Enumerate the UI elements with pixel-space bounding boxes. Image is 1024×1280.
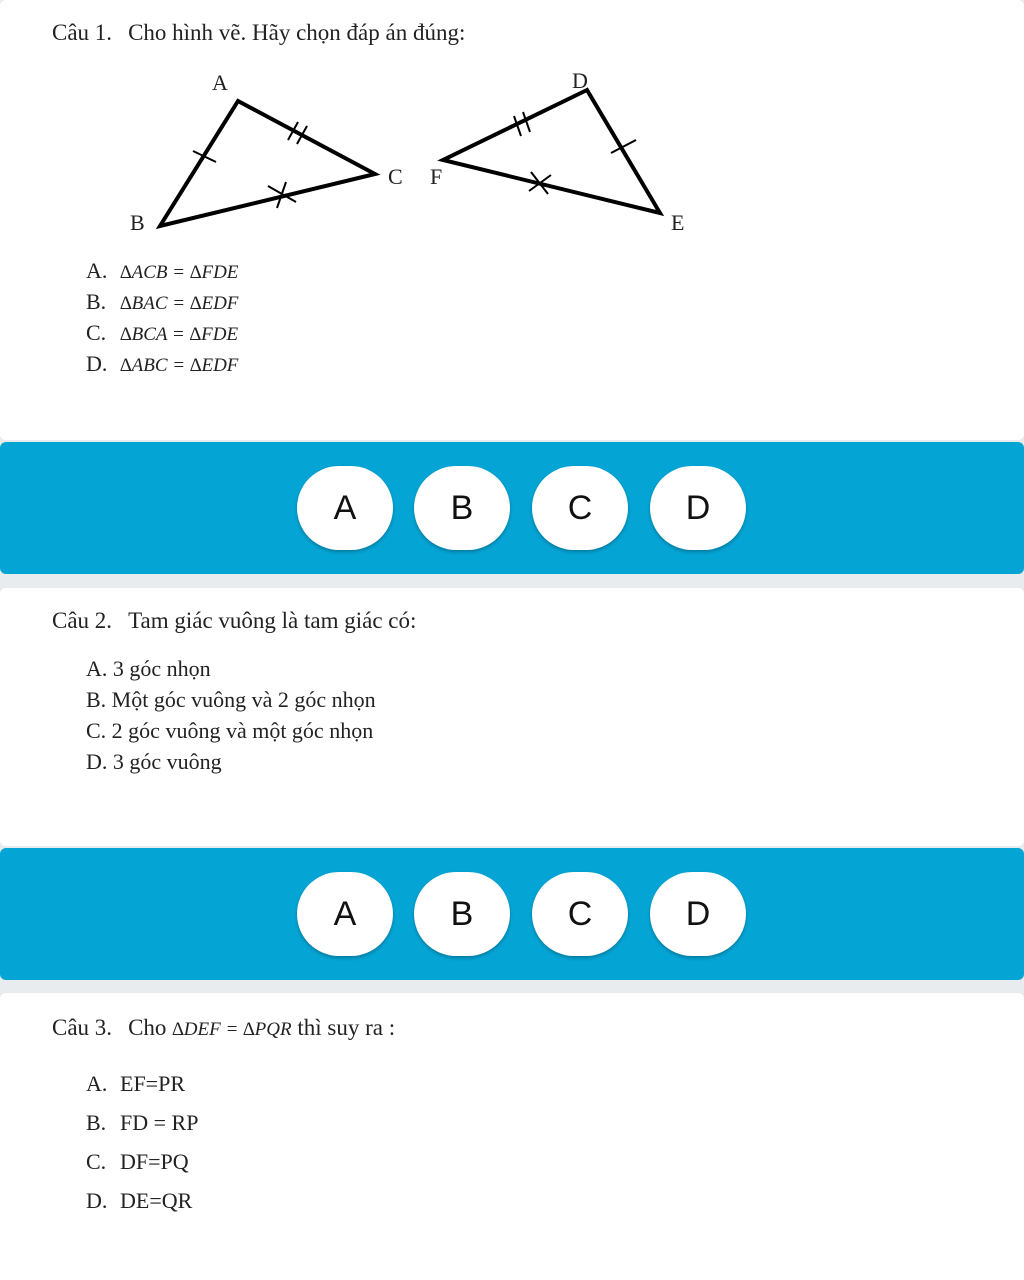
label-a: A bbox=[212, 70, 228, 95]
q1-answer-d-button[interactable]: D bbox=[650, 466, 746, 550]
question-1-title bbox=[52, 20, 465, 46]
triangle-def bbox=[443, 90, 660, 213]
q1-option-a: A. ∆ACB = ∆FDE bbox=[86, 258, 239, 283]
answer-bar-2 bbox=[0, 848, 1024, 980]
q1-answer-a-button[interactable]: A bbox=[297, 466, 393, 550]
question-2-prompt: Tam giác vuông là tam giác có: bbox=[128, 608, 417, 633]
answer-bar-1 bbox=[0, 442, 1024, 574]
label-c: C bbox=[388, 164, 403, 189]
question-3-number: Câu 3. bbox=[52, 1015, 113, 1040]
q2-option-a: A. 3 góc nhọn bbox=[86, 656, 211, 681]
question-1-options bbox=[86, 258, 238, 382]
question-2-number: Câu 2. bbox=[52, 608, 113, 633]
q3-option-b: B. FD = RP bbox=[86, 1110, 199, 1135]
question-1-number: Câu 1. bbox=[52, 20, 113, 45]
q2-option-c: C. 2 góc vuông và một góc nhọn bbox=[86, 718, 374, 743]
q2-answer-c-button[interactable]: C bbox=[532, 872, 628, 956]
q2-answer-d-button[interactable]: D bbox=[650, 872, 746, 956]
q1-option-d: D. ∆ABC = ∆EDF bbox=[86, 351, 239, 376]
q2-answer-b-button[interactable]: B bbox=[414, 872, 510, 956]
q1-option-c: C. ∆BCA = ∆FDE bbox=[86, 320, 239, 345]
label-d: D bbox=[572, 68, 588, 93]
label-e: E bbox=[671, 210, 685, 235]
label-f: F bbox=[430, 164, 443, 189]
question-1-prompt: Cho hình vẽ. Hãy chọn đáp án đúng: bbox=[128, 20, 466, 45]
question-3-title bbox=[52, 1015, 395, 1041]
q3-option-a: A. EF=PR bbox=[86, 1071, 185, 1096]
q1-answer-b-button[interactable]: B bbox=[414, 466, 510, 550]
triangle-abc bbox=[160, 101, 375, 226]
question-3-formula: ∆DEF = ∆PQR bbox=[172, 1019, 292, 1040]
q1-answer-c-button[interactable]: C bbox=[532, 466, 628, 550]
q2-option-b: B. Một góc vuông và 2 góc nhọn bbox=[86, 687, 376, 712]
question-1-card bbox=[0, 0, 1024, 440]
q2-option-d: D. 3 góc vuông bbox=[86, 749, 222, 774]
question-3-prompt-after: thì suy ra : bbox=[297, 1015, 396, 1040]
question-2-options bbox=[86, 656, 376, 780]
question-2-title bbox=[52, 608, 416, 634]
question-3-options bbox=[86, 1071, 198, 1227]
triangles-figure bbox=[0, 60, 720, 250]
q3-option-c: C. DF=PQ bbox=[86, 1149, 189, 1174]
question-3-prompt-before: Cho bbox=[128, 1015, 167, 1040]
question-3-card bbox=[0, 993, 1024, 1280]
q1-option-b: B. ∆BAC = ∆EDF bbox=[86, 289, 239, 314]
q3-option-d: D. DE=QR bbox=[86, 1188, 193, 1213]
q2-answer-a-button[interactable]: A bbox=[297, 872, 393, 956]
question-2-card bbox=[0, 588, 1024, 846]
label-b: B bbox=[130, 210, 145, 235]
